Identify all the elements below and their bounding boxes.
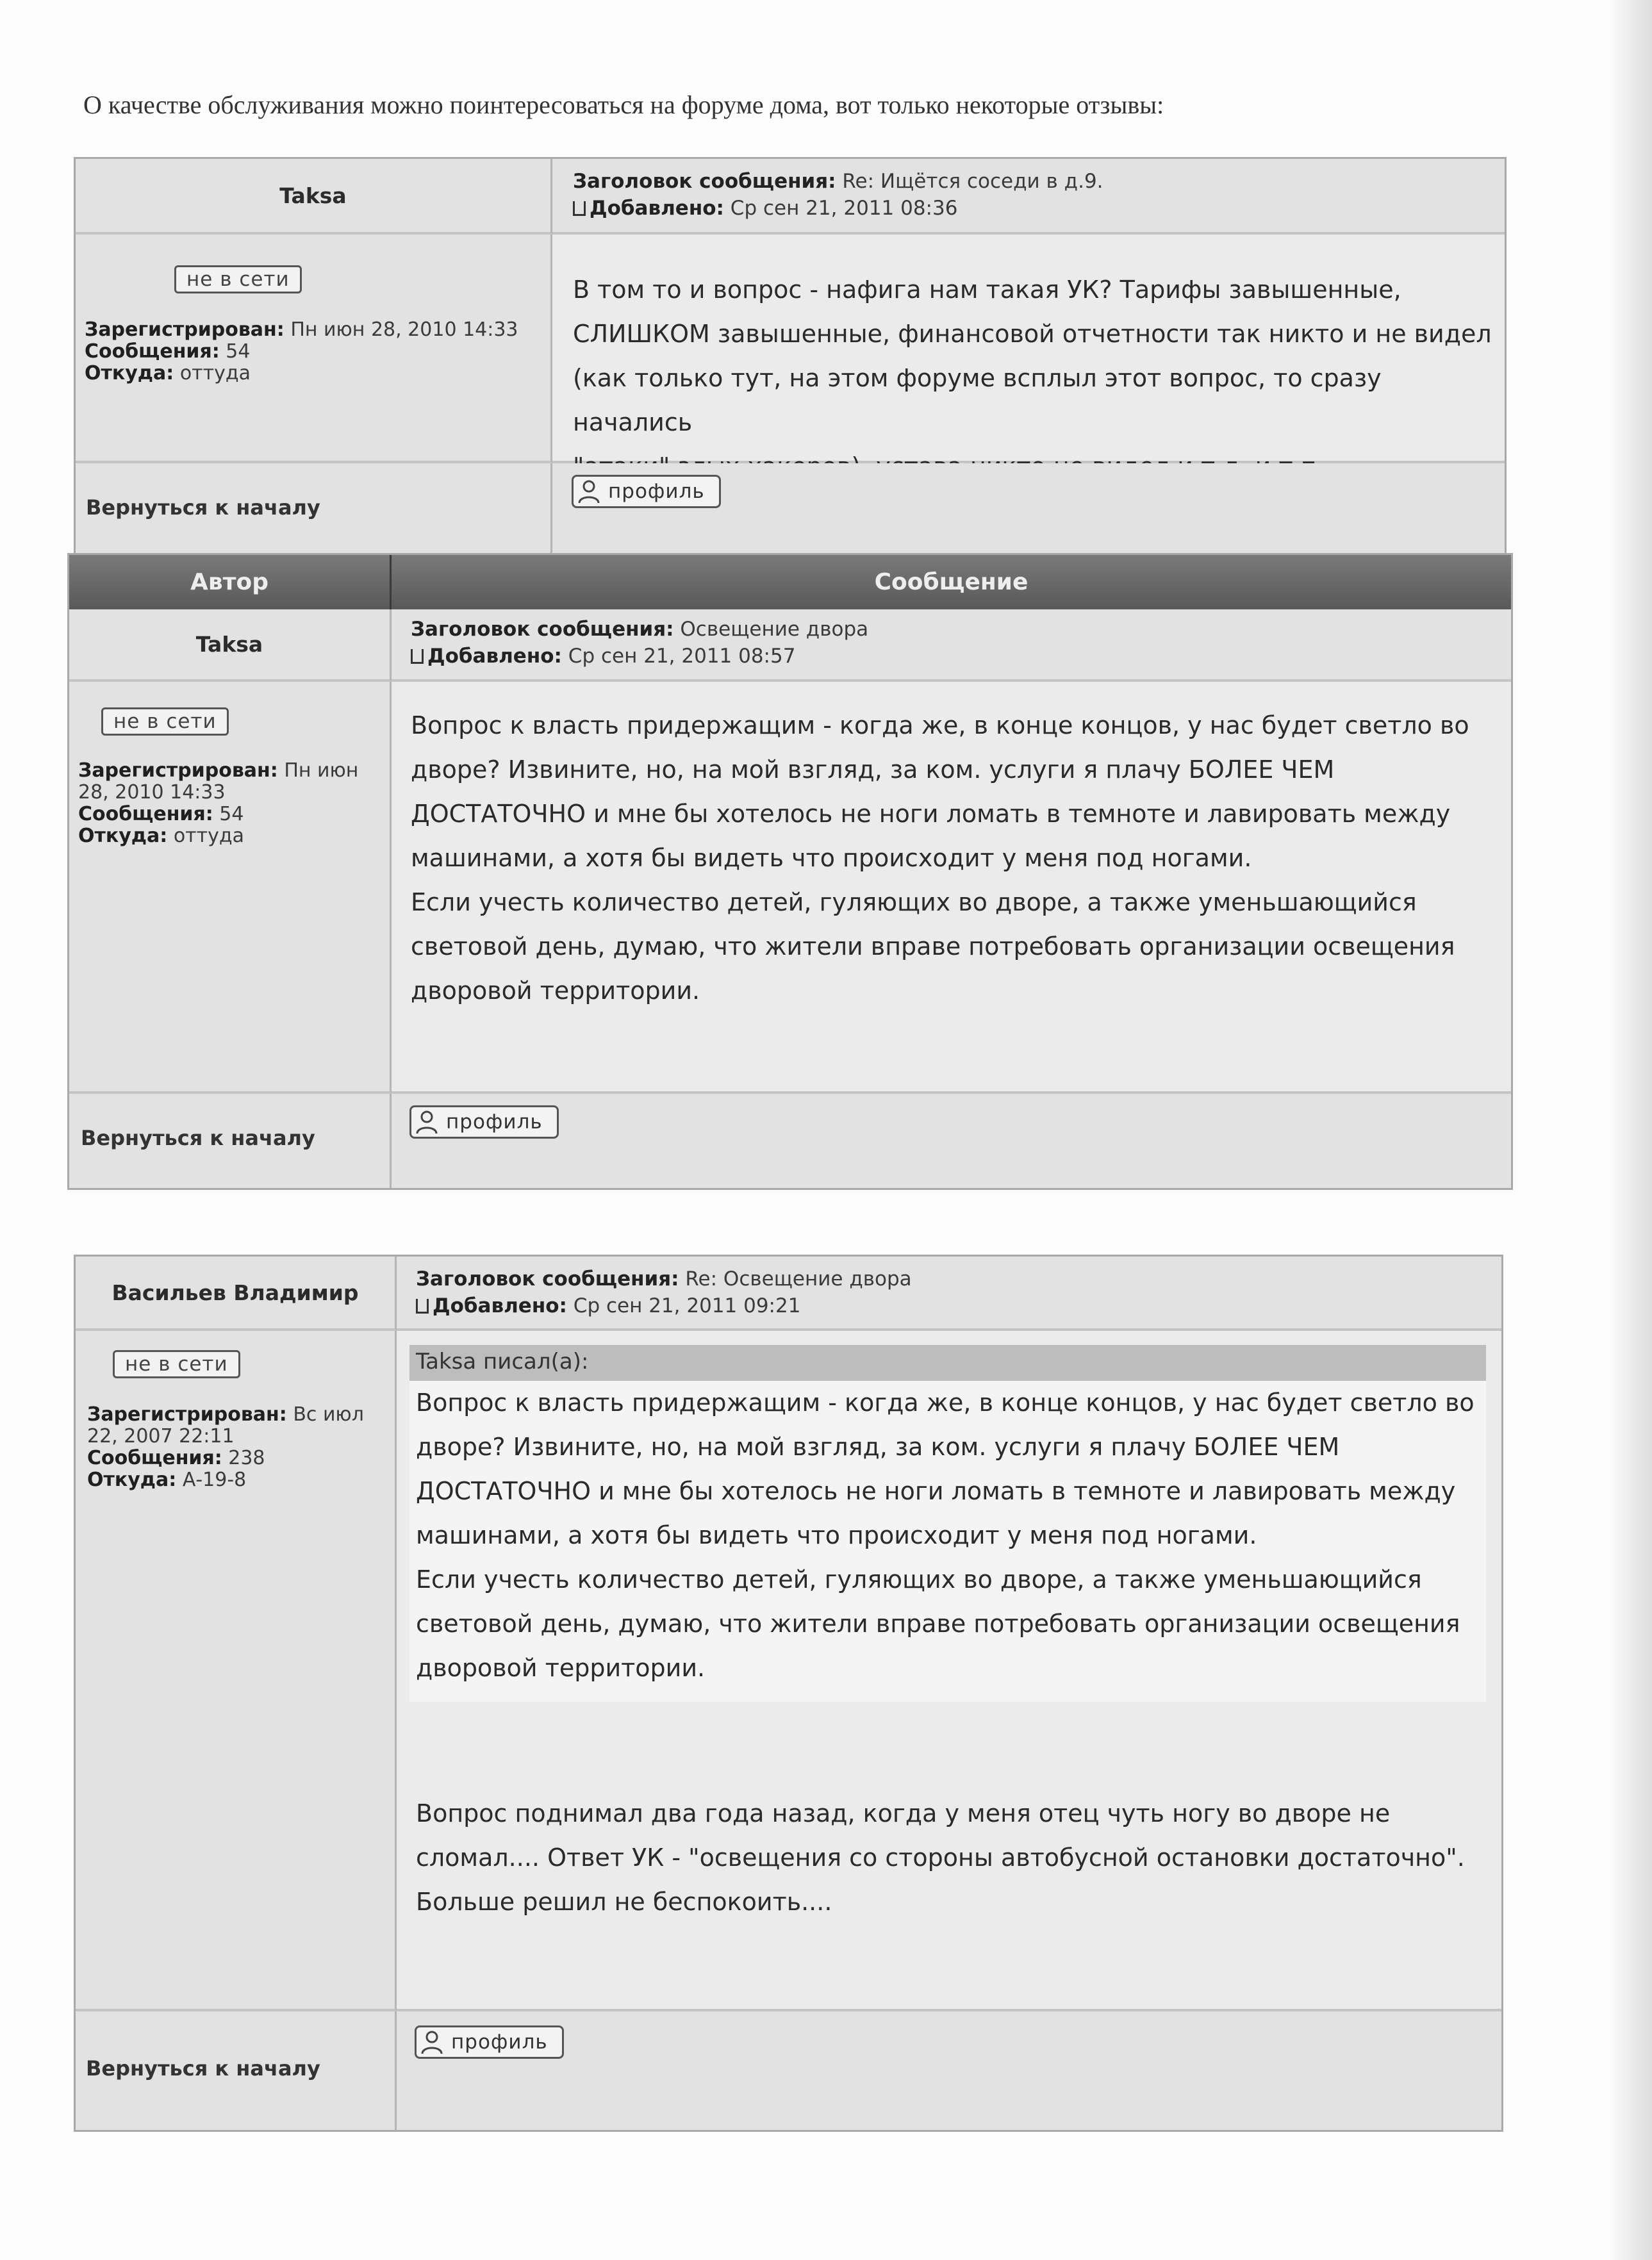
post-icon[interactable] bbox=[411, 649, 424, 664]
forum-post-1 bbox=[74, 157, 1507, 558]
post-body-line: дворе? Извините, но, на мой взгляд, за ком. услуги я плачу БОЛЕЕ ЧЕМ bbox=[411, 755, 1335, 784]
from-value: оттуда bbox=[173, 825, 245, 847]
post-body-line: Больше решил не беспокоить.... bbox=[416, 1888, 832, 1916]
quote-line: ДОСТАТОЧНО и мне бы хотелось не ноги ломать в темноте и лавировать между bbox=[416, 1477, 1456, 1505]
post-body-line: машинами, а хотя бы видеть что происходит у меня под ногами. bbox=[411, 844, 1252, 872]
post-footer-left bbox=[76, 2011, 397, 2130]
quote-title: Taksa писал(а): bbox=[409, 1345, 1486, 1381]
post-footer-right bbox=[392, 1094, 1511, 1188]
post-footer-right bbox=[397, 2011, 1501, 2130]
forum-post-3 bbox=[74, 1255, 1503, 2132]
profile-button-label: профиль bbox=[446, 1110, 543, 1134]
post-icon[interactable] bbox=[416, 1299, 429, 1314]
profile-button-label: профиль bbox=[608, 480, 705, 503]
post-author-cell bbox=[76, 159, 552, 235]
back-to-top-link[interactable]: Вернуться к началу bbox=[86, 495, 320, 520]
registered-label: Зарегистрирован: bbox=[87, 1403, 287, 1426]
quote-line: световой день, думаю, что жители вправе потребовать организации освещения bbox=[416, 1610, 1460, 1638]
messages-label: Сообщения: bbox=[85, 340, 220, 363]
post-author-name[interactable]: Taksa bbox=[279, 183, 347, 208]
post-body bbox=[573, 268, 1505, 489]
post-footer-left bbox=[69, 1094, 392, 1188]
intro-text: О качестве обслуживания можно поинтересоваться на форуме дома, вот только некоторые отзывы: bbox=[83, 90, 1164, 119]
quote-line: машинами, а хотя бы видеть что происходит у меня под ногами. bbox=[416, 1521, 1257, 1549]
profile-button-label: профиль bbox=[451, 2031, 548, 2054]
user-icon bbox=[419, 2029, 445, 2055]
offline-status-badge: не в сети bbox=[101, 707, 229, 736]
post-author-cell bbox=[76, 1257, 397, 1331]
offline-status-badge: не в сети bbox=[113, 1350, 240, 1378]
posted-label: Добавлено: bbox=[427, 645, 562, 668]
from-value: А-19-8 bbox=[182, 1469, 247, 1491]
column-header-message: Сообщение bbox=[392, 555, 1511, 609]
quote-body bbox=[409, 1381, 1486, 1702]
quote-line: дворе? Извините, но, на мой взгляд, за ком. услуги я плачу БОЛЕЕ ЧЕМ bbox=[416, 1433, 1340, 1461]
registered-date: Пн июн 28, 2010 14:33 bbox=[290, 318, 518, 341]
column-header-author: Автор bbox=[69, 555, 392, 609]
posted-label: Добавлено: bbox=[590, 197, 724, 220]
post-body-line: (как только тут, на этом форуме всплыл этот вопрос, то сразу начались bbox=[573, 364, 1382, 436]
post-body-cell bbox=[552, 235, 1505, 463]
profile-button[interactable] bbox=[572, 475, 721, 508]
from-label: Откуда: bbox=[78, 825, 168, 847]
post-author-cell bbox=[69, 609, 392, 682]
registered-label: Зарегистрирован: bbox=[78, 759, 278, 782]
post-header bbox=[552, 159, 1505, 235]
forum-post-2 bbox=[67, 553, 1513, 1190]
post-body-cell bbox=[392, 682, 1511, 1094]
post-header bbox=[392, 609, 1511, 682]
quote-line: Если учесть количество детей, гуляющих во дворе, а также уменьшающийся bbox=[416, 1565, 1422, 1594]
registered-date: Вс июл 22, 2007 22:11 bbox=[87, 1403, 364, 1448]
messages-label: Сообщения: bbox=[78, 803, 213, 825]
messages-count: 54 bbox=[226, 340, 251, 363]
registered-label: Зарегистрирован: bbox=[85, 318, 285, 341]
post-subject: Re: Ищётся соседи в д.9. bbox=[842, 170, 1103, 193]
post-body-line: Вопрос поднимал два года назад, когда у меня отец чуть ногу во дворе не bbox=[416, 1799, 1391, 1827]
offline-status-badge: не в сети bbox=[174, 265, 302, 293]
messages-label: Сообщения: bbox=[87, 1447, 222, 1469]
from-label: Откуда: bbox=[85, 362, 174, 384]
post-icon[interactable] bbox=[573, 201, 586, 216]
post-date: Ср сен 21, 2011 09:21 bbox=[573, 1294, 801, 1317]
post-author-name[interactable]: Taksa bbox=[195, 632, 263, 657]
back-to-top-link[interactable]: Вернуться к началу bbox=[81, 1126, 315, 1150]
user-icon bbox=[576, 479, 602, 504]
post-body-line: Вопрос к власть придержащим - когда же, в конце концов, у нас будет светло во bbox=[411, 711, 1469, 739]
quote-line: дворовой территории. bbox=[416, 1654, 706, 1682]
post-profile-cell bbox=[76, 1331, 397, 2011]
from-label: Откуда: bbox=[87, 1469, 177, 1491]
post-body-line: сломал.... Ответ УК - "освещения со стороны автобусной остановки достаточно". bbox=[416, 1843, 1465, 1872]
post-date: Ср сен 21, 2011 08:36 bbox=[730, 197, 958, 220]
post-body-line: световой день, думаю, что жители вправе потребовать организации освещения bbox=[411, 932, 1455, 961]
registered-date: Пн июн 28, 2010 14:33 bbox=[78, 759, 359, 804]
post-body-cell bbox=[397, 1331, 1501, 2011]
messages-count: 54 bbox=[219, 803, 244, 825]
post-footer-right bbox=[552, 463, 1505, 556]
scan-edge-shadow bbox=[1607, 0, 1652, 2260]
from-value: оттуда bbox=[179, 362, 251, 384]
posted-label: Добавлено: bbox=[433, 1294, 567, 1317]
post-profile-cell bbox=[69, 682, 392, 1094]
user-icon bbox=[414, 1109, 440, 1135]
post-header bbox=[397, 1257, 1501, 1331]
post-body bbox=[409, 1792, 1486, 1924]
subject-label: Заголовок сообщения: bbox=[411, 618, 674, 641]
post-body-line: дворовой территории. bbox=[411, 977, 700, 1005]
post-body-line: ДОСТАТОЧНО и мне бы хотелось не ноги ломать в темноте и лавировать между bbox=[411, 800, 1451, 828]
post-body-line: Если учесть количество детей, гуляющих во дворе, а также уменьшающийся bbox=[411, 888, 1417, 916]
post-subject: Освещение двора bbox=[680, 618, 869, 641]
subject-label: Заголовок сообщения: bbox=[573, 170, 836, 193]
back-to-top-link[interactable]: Вернуться к началу bbox=[86, 2056, 320, 2081]
post-body-line: СЛИШКОМ завышенные, финансовой отчетности так никто и не видел bbox=[573, 320, 1492, 348]
post-date: Ср сен 21, 2011 08:57 bbox=[568, 645, 796, 668]
post-body bbox=[411, 704, 1511, 1013]
post-body-line: В том то и вопрос - нафига нам такая УК? Тарифы завышенные, bbox=[573, 276, 1401, 304]
post-footer-left bbox=[76, 463, 552, 556]
quote-block bbox=[409, 1345, 1486, 1702]
post-profile-cell bbox=[76, 235, 552, 463]
profile-button[interactable] bbox=[415, 2025, 564, 2059]
post-author-name[interactable]: Васильев Владимир bbox=[112, 1280, 359, 1305]
subject-label: Заголовок сообщения: bbox=[416, 1267, 679, 1291]
profile-button[interactable] bbox=[409, 1105, 559, 1139]
post-subject: Re: Освещение двора bbox=[685, 1267, 912, 1291]
messages-count: 238 bbox=[228, 1447, 265, 1469]
quote-line: Вопрос к власть придержащим - когда же, в конце концов, у нас будет светло во bbox=[416, 1389, 1474, 1417]
